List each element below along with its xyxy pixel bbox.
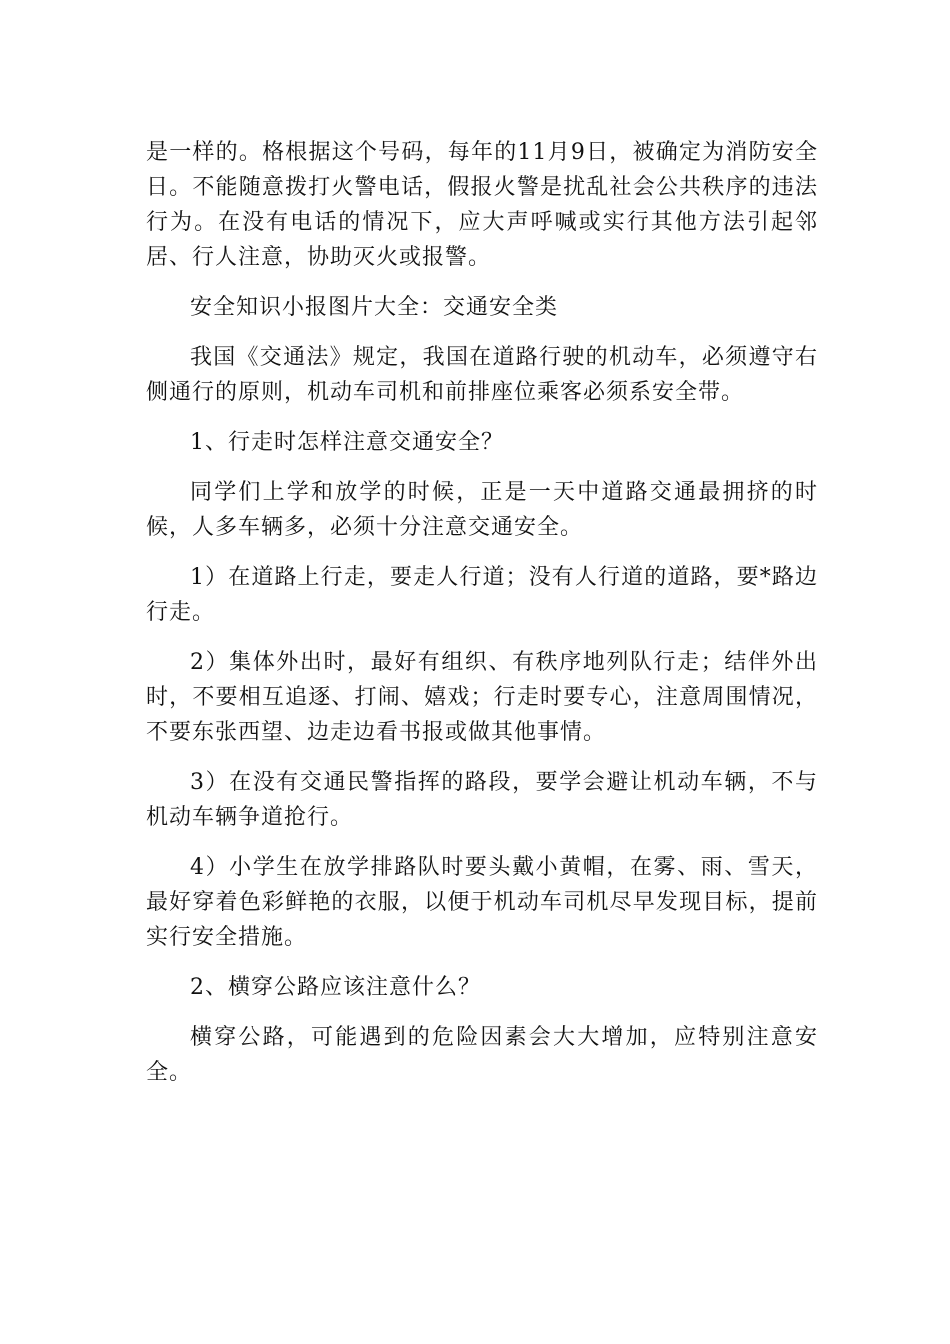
list-item-group-outing: 2）集体外出时，最好有组织、有秩序地列队行走；结伴外出时，不要相互追逐、打闹、嬉戏；行走时要专心，注意周围情况，不要东张西望、边走边看书报或做其他事情。 [146,650,818,745]
paragraph-crossing-danger: 横穿公路，可能遇到的危险因素会大大增加，应特别注意安全。 [146,1025,818,1085]
question-heading-walking-safety: 1、行走时怎样注意交通安全？ [190,430,504,455]
list-item-sidewalk: 1）在道路上行走，要走人行道；没有人行道的道路，要*路边行走。 [146,565,818,625]
paragraph-traffic-law: 我国《交通法》规定，我国在道路行驶的机动车，必须遵守右侧通行的原则，机动车司机和前排座位乘客必须系安全带。 [146,345,818,405]
list-item-yield-vehicles: 3）在没有交通民警指挥的路段，要学会避让机动车辆，不与机动车辆争道抢行。 [146,770,818,830]
paragraph-school-commute: 同学们上学和放学的时候，正是一天中道路交通最拥挤的时候，人多车辆多，必须十分注意交通安全。 [146,480,818,540]
paragraph-fire-safety-continued: 是一样的。格根据这个号码，每年的11月9日，被确定为消防安全日。不能随意拨打火警电话，假报火警是扰乱社会公共秩序的违法行为。在没有电话的情况下，应大声呼喊或实行其他方法引起邻居、行人注意，协助灭火或报警。 [146,140,818,270]
list-item-yellow-hat: 4）小学生在放学排路队时要头戴小黄帽，在雾、雨、雪天，最好穿着色彩鲜艳的衣服，以便于机动车司机尽早发现目标，提前实行安全措施。 [146,855,818,950]
question-heading-crossing-road: 2、横穿公路应该注意什么？ [190,975,481,1000]
document-body [146,135,818,1105]
section-heading-traffic-safety: 安全知识小报图片大全：交通安全类 [190,295,559,320]
